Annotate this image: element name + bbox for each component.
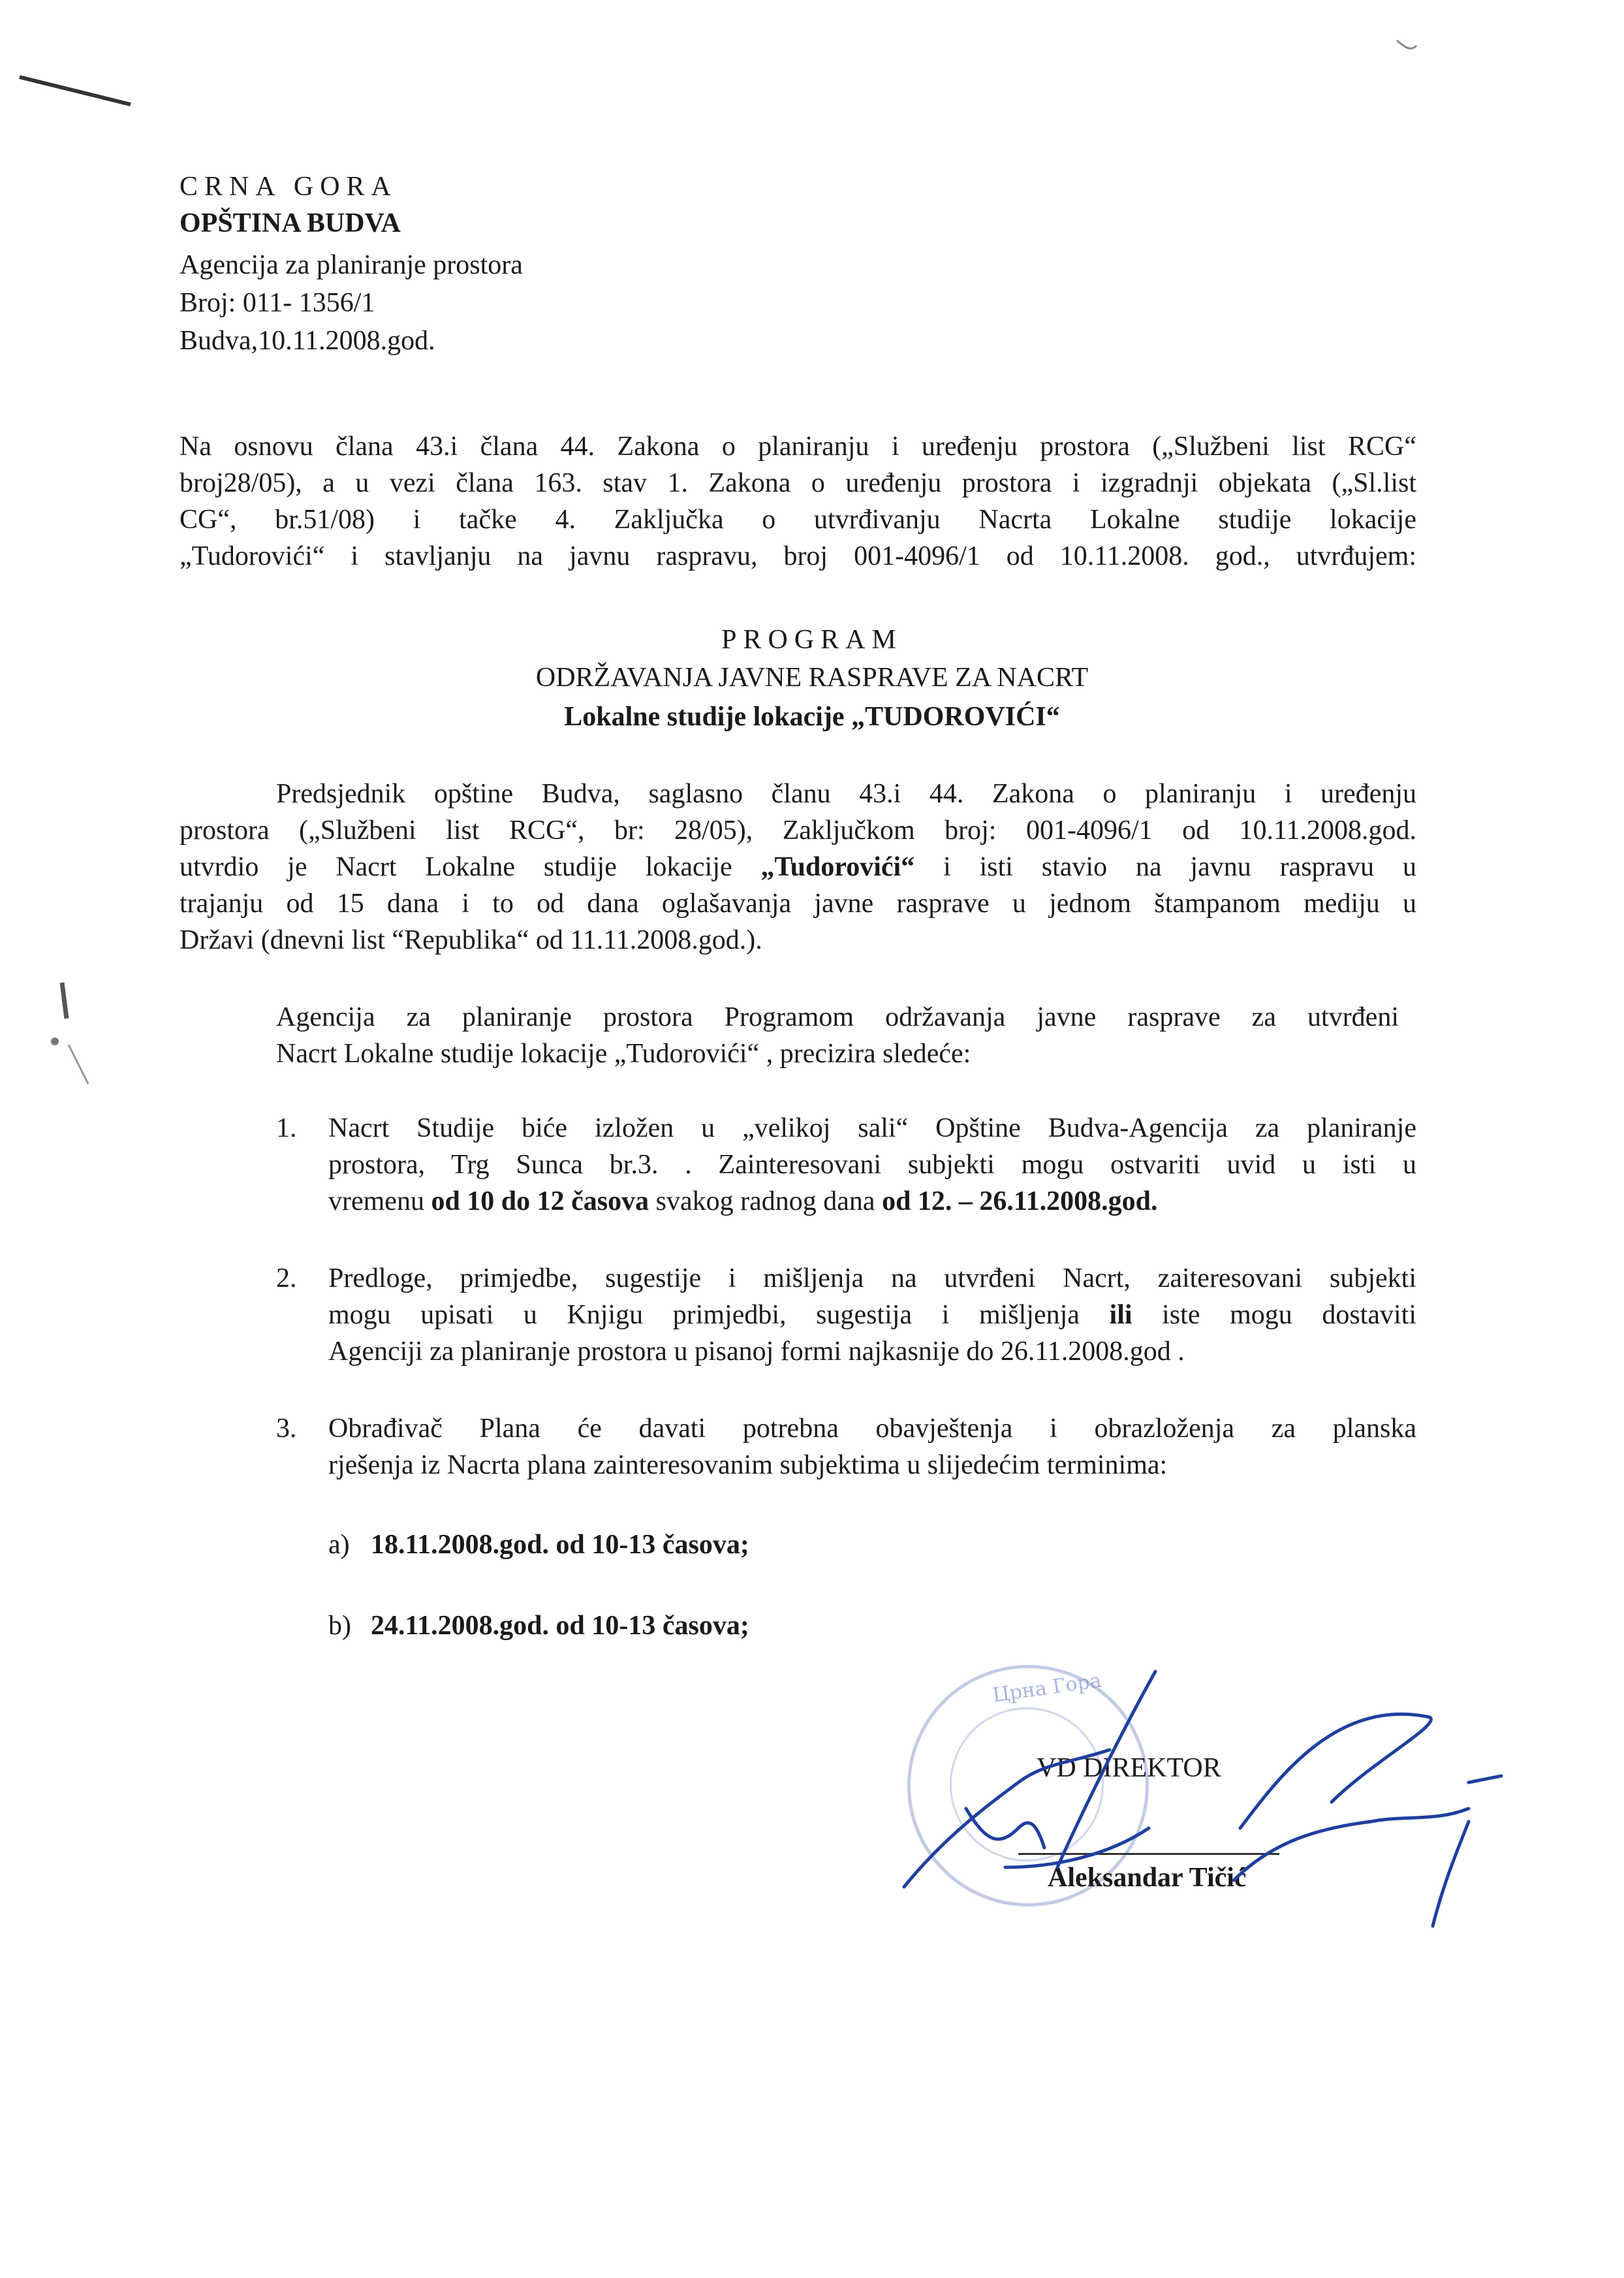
preamble-line: „Tudorovići“ i stavljanju na javnu raspravu, broj 001-4096/1 od 10.11.2008. god., utvrđujem: [180,541,1416,571]
signatory-name: Aleksandar Tičić [1048,1863,1247,1893]
signature-stroke [1057,1671,1155,1867]
paragraph-line-text: utvrdio je Nacrt Lokalne studije lokacije [180,852,761,882]
item-number: 3. [276,1414,297,1444]
signature-stroke [1234,1809,1469,1880]
stamp-text: Црна Гора [991,1669,1103,1707]
place-date: Budva,10.11.2008.god. [180,326,435,356]
item-time-bold: od 10 do 12 časova [431,1186,649,1216]
item-line: Nacrt Studije biće izložen u „velikoj sali“ Opštine Budva-Agencija za planiranje [328,1113,1416,1143]
signature-stroke [1240,1714,1431,1828]
item-text: vremenu [328,1186,431,1216]
document-number: Broj: 011- 1356/1 [180,288,375,318]
agency-name: Agencija za planiranje prostora [180,250,523,280]
item-text: mogu upisati u Knjigu primjedbi, sugestija i mišljenja [328,1300,1110,1330]
preamble-line: Na osnovu člana 43.i člana 44. Zakona o planiranju i uređenju prostora („Službeni list RCG“ [180,432,1416,462]
paragraph-line-text: i isti stavio na javnu raspravu u [943,852,1417,882]
signature-stroke [1433,1822,1469,1926]
preamble-line: broj28/05), a u vezi člana 163. stav 1. Zakona o uređenju prostora i izgradnji objekata („Sl.list [180,468,1416,498]
paragraph-line: prostora („Službeni list RCG“, br: 28/05), Zaključkom broj: 001-4096/1 od 10.11.2008.god. [180,815,1416,846]
item-number: 2. [276,1263,297,1293]
title-program: PROGRAM [721,625,903,655]
preamble-line: CG“, br.51/08) i tačke 4. Zaključka o utvrđivanju Nacrta Lokalne studije lokacije [180,505,1416,535]
item-line: Obrađivač Plana će davati potrebna obavještenja i obrazloženja za planska [328,1414,1416,1444]
item-text: iste mogu dostaviti [1132,1300,1416,1330]
subitem-text: 24.11.2008.god. od 10-13 časova; [371,1611,749,1641]
paragraph-line: Agencija za planiranje prostora Programom održavanja javne rasprave za utvrđeni [276,1002,1399,1032]
paragraph-line: Državi (dnevni list “Republika“ od 11.11.2008.god.). [180,925,762,955]
paragraph-line: Predsjednik opštine Budva, saglasno članu 43.i 44. Zakona o planiranju i uređenju [276,779,1416,809]
item-line: prostora, Trg Sunca br.3. . Zainteresovani subjekti mogu ostvariti uvid u isti u [328,1150,1416,1180]
municipality-name: OPŠTINA BUDVA [180,208,401,238]
signature-stroke [1005,1828,1149,1867]
subitem-label: a) [328,1530,350,1560]
item-or-bold: ili [1109,1300,1132,1330]
subitem-label: b) [328,1611,351,1641]
signature-stroke [1469,1776,1501,1782]
item-line: rješenja iz Nacrta plana zainteresovanim subjektima u slijedećim terminima: [328,1450,1168,1480]
paragraph-line: Nacrt Lokalne studije lokacije „Tudorovići“ , precizira sledeće: [276,1039,971,1069]
item-line: Agenciji za planiranje prostora u pisanoj formi najkasnije do 26.11.2008.god . [328,1337,1185,1367]
item-text: svakog radnog dana [649,1186,882,1216]
title-study-name: Lokalne studije lokacije „TUDOROVIĆI“ [564,702,1060,732]
item-number: 1. [276,1113,297,1143]
study-name-bold: „Tudorovići“ [760,852,915,882]
item-dates-bold: od 12. – 26.11.2008.god. [882,1186,1158,1216]
subitem-text: 18.11.2008.god. od 10-13 časova; [371,1530,749,1560]
signatory-title: VD DIREKTOR [1037,1753,1221,1783]
title-subtitle: ODRŽAVANJA JAVNE RASPRAVE ZA NACRT [535,663,1089,693]
paragraph-line: trajanju od 15 dana i to od dana oglašavanja javne rasprave u jednom štampanom mediju u [180,889,1416,919]
country-name: CRNA GORA [180,172,398,202]
item-line: Predloge, primjedbe, sugestije i mišljenja na utvrđeni Nacrt, zaiteresovani subjekti [328,1263,1416,1293]
